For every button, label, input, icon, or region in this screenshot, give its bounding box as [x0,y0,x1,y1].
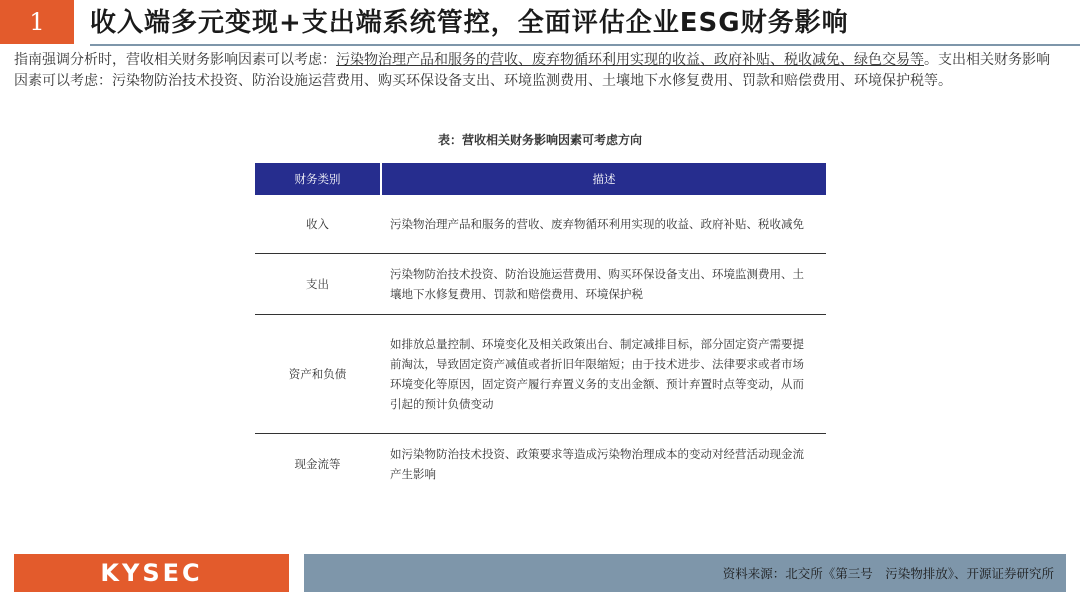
source-text: 资料来源：北交所《第三号 污染物排放》、开源证券研究所 [722,566,1054,581]
source-footer [304,554,1066,592]
intro-prefix: 指南强调分析时，营收相关财务影响因素可以考虑： [14,52,336,68]
column-header-description: 描述 [592,172,616,186]
title-divider [90,44,1080,46]
slide-number: 1 [0,0,74,44]
table-header-row [255,163,826,195]
intro-underlined-text: 污染物治理产品和服务的营收、废弃物循环利用实现的收益、政府补贴、税收减免、绿色交易等 [336,52,924,68]
column-header-category: 财务类别 [255,163,382,195]
row-description: 污染物治理产品和服务的营收、废弃物循环利用实现的收益、政府补贴、税收减免 [390,217,804,231]
row-category: 资产和负债 [288,367,347,381]
table-row [255,195,826,254]
row-description: 如污染物防治技术投资、政策要求等造成污染物治理成本的变动对经营活动现金流产生影响 [390,447,804,481]
row-description: 如排放总量控制、环境变化及相关政策出台、制定减排目标，部分固定资产需要提前淘汰，导致固定资产减值或者折旧年限缩短；由于技术进步、法律要求或者市场环境变化等原因，固定资产履行弃置义务的支出金额、预计弃置时点等变动，从而引起的预计负债变动 [390,337,804,411]
slide-title: 收入端多元变现+支出端系统管控，全面评估企业ESG财务影响 [90,8,849,38]
financial-impact-table [255,163,826,494]
intro-paragraph [14,50,1054,92]
table-row [255,254,826,315]
table-row [255,315,826,434]
intro-suffix: 。支出相关财务影响因素可以考虑：污染物防治技术投资、防治设施运营费用、购买环保设备支出、环境监测费用、土壤地下水修复费用、罚款和赔偿费用、环境保护税等。 [14,52,1050,89]
row-category: 现金流等 [294,457,341,471]
row-category: 收入 [306,217,329,231]
kysec-logo: KYSEC [14,554,289,592]
table-caption: 表：营收相关财务影响因素可考虑方向 [437,133,642,147]
table-row [255,434,826,494]
row-description: 污染物防治技术投资、防治设施运营费用、购买环保设备支出、环境监测费用、土壤地下水修复费用、罚款和赔偿费用、环境保护税 [390,267,804,301]
row-category: 支出 [306,277,329,291]
